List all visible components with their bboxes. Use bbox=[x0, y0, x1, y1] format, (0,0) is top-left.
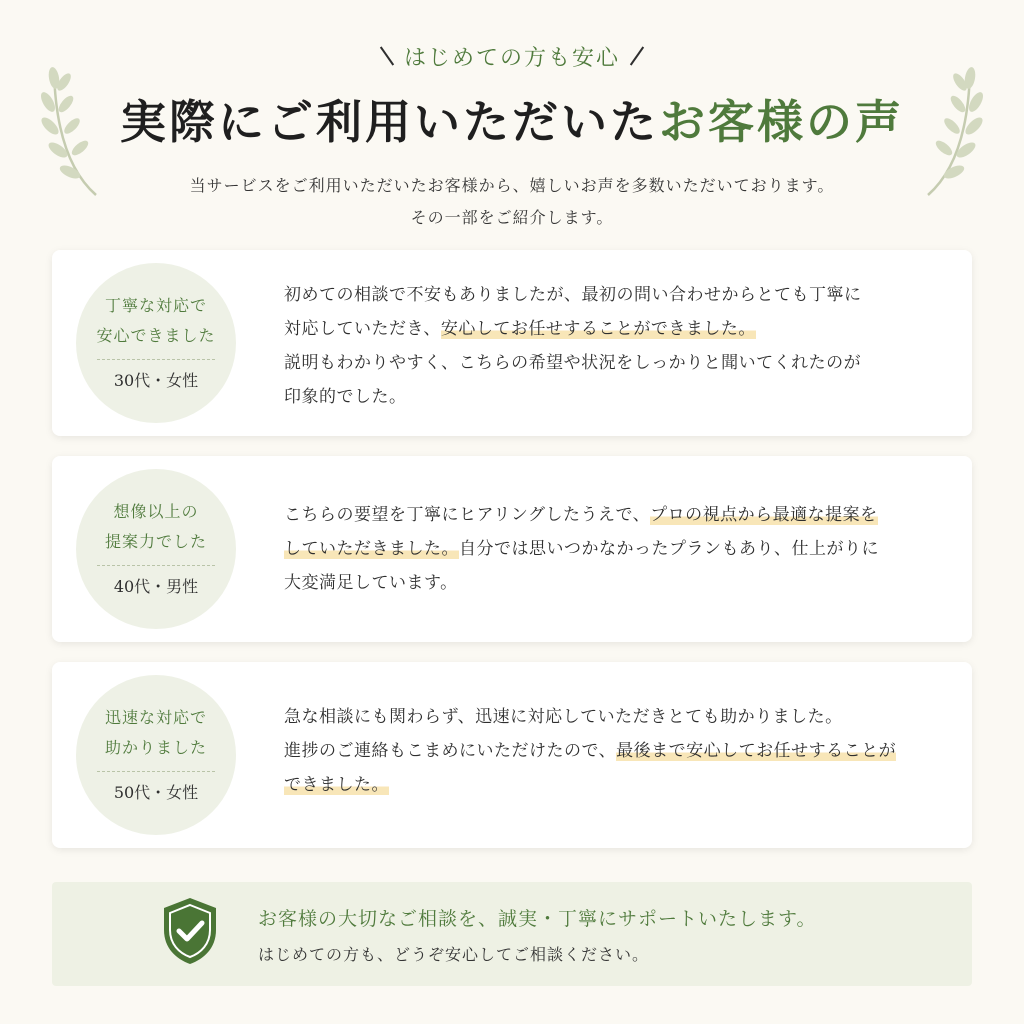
testimonial-person: 30代・女性 bbox=[113, 371, 199, 390]
page-title bbox=[0, 86, 1024, 152]
badge-divider bbox=[97, 771, 215, 772]
text-line bbox=[284, 768, 944, 802]
slash-left-icon bbox=[380, 46, 394, 65]
text-segment: 急な相談にも関わらず、迅速に対応していただきとても助かりました。 bbox=[284, 707, 843, 727]
text-line bbox=[284, 498, 944, 532]
testimonial-badge bbox=[76, 263, 236, 423]
tag-line-1: 丁寧な対応で bbox=[104, 296, 207, 315]
badge-divider bbox=[97, 565, 215, 566]
subtitle-line-1: 当サービスをご利用いただいたお客様から、嬉しいお声を多数いただいております。 bbox=[189, 176, 835, 195]
text-segment: 大変満足しています。 bbox=[284, 573, 458, 593]
page-header bbox=[0, 0, 1024, 234]
tag-line-2: 安心できました bbox=[96, 326, 216, 345]
testimonial-card-3 bbox=[52, 662, 972, 848]
highlighted-text: 最後まで安心してお任せすることが bbox=[616, 741, 897, 761]
testimonial-card-2 bbox=[52, 456, 972, 642]
text-line bbox=[284, 532, 944, 566]
highlighted-text: できました。 bbox=[284, 775, 389, 795]
eyebrow-text: はじめての方も安心 bbox=[403, 45, 620, 71]
page-subtitle bbox=[0, 170, 1024, 234]
testimonial-person: 40代・男性 bbox=[113, 577, 199, 596]
banner-headline: お客様の大切なご相談を、誠実・丁寧にサポートいたします。 bbox=[258, 908, 817, 930]
eyebrow bbox=[0, 38, 1024, 74]
banner-subtext: はじめての方も、どうぞ安心してご相談ください。 bbox=[258, 945, 650, 964]
text-line bbox=[284, 380, 944, 414]
tag-line-2: 提案力でした bbox=[104, 532, 207, 551]
text-segment: 自分では思いつかなかったプランもあり、仕上がりに bbox=[459, 539, 879, 559]
text-segment: 対応していただき、 bbox=[284, 319, 441, 339]
testimonial-text bbox=[284, 700, 944, 802]
text-line bbox=[284, 700, 944, 734]
badge-divider bbox=[97, 359, 215, 360]
text-segment: 説明もわかりやすく、こちらの希望や状況をしっかりと聞いてくれたのが bbox=[284, 353, 862, 373]
slash-right-icon bbox=[630, 46, 644, 65]
text-line bbox=[284, 278, 944, 312]
testimonial-badge bbox=[76, 675, 236, 835]
text-line bbox=[284, 734, 944, 768]
title-accent: お客様の声 bbox=[659, 95, 904, 149]
testimonial-badge bbox=[76, 469, 236, 629]
testimonial-text bbox=[284, 498, 944, 600]
testimonial-person: 50代・女性 bbox=[113, 783, 199, 802]
assurance-banner bbox=[52, 882, 972, 986]
testimonial-tag bbox=[76, 497, 236, 557]
tag-line-2: 助かりました bbox=[104, 738, 207, 757]
title-main: 実際にご利用いただいた bbox=[120, 95, 659, 149]
highlighted-text: 安心してお任せすることができました。 bbox=[440, 319, 756, 339]
highlighted-text: していただきました。 bbox=[284, 539, 459, 559]
text-line bbox=[284, 346, 944, 380]
tag-line-1: 想像以上の bbox=[113, 502, 199, 521]
testimonial-tag bbox=[76, 291, 236, 351]
testimonial-text bbox=[284, 278, 944, 414]
text-segment: こちらの要望を丁寧にヒアリングしたうえで、 bbox=[284, 505, 651, 525]
text-segment: 印象的でした。 bbox=[284, 387, 407, 407]
text-line bbox=[284, 566, 944, 600]
testimonial-tag bbox=[76, 703, 236, 763]
tag-line-1: 迅速な対応で bbox=[104, 708, 207, 727]
shield-check-icon bbox=[160, 896, 220, 966]
highlighted-text: プロの視点から最適な提案を bbox=[650, 505, 878, 525]
text-line bbox=[284, 312, 944, 346]
testimonial-card-1 bbox=[52, 250, 972, 436]
text-segment: 初めての相談で不安もありましたが、最初の問い合わせからとても丁寧に bbox=[284, 285, 862, 305]
subtitle-line-2: その一部をご紹介します。 bbox=[410, 208, 614, 227]
text-segment: 進捗のご連絡もこまめにいただけたので、 bbox=[284, 741, 617, 761]
